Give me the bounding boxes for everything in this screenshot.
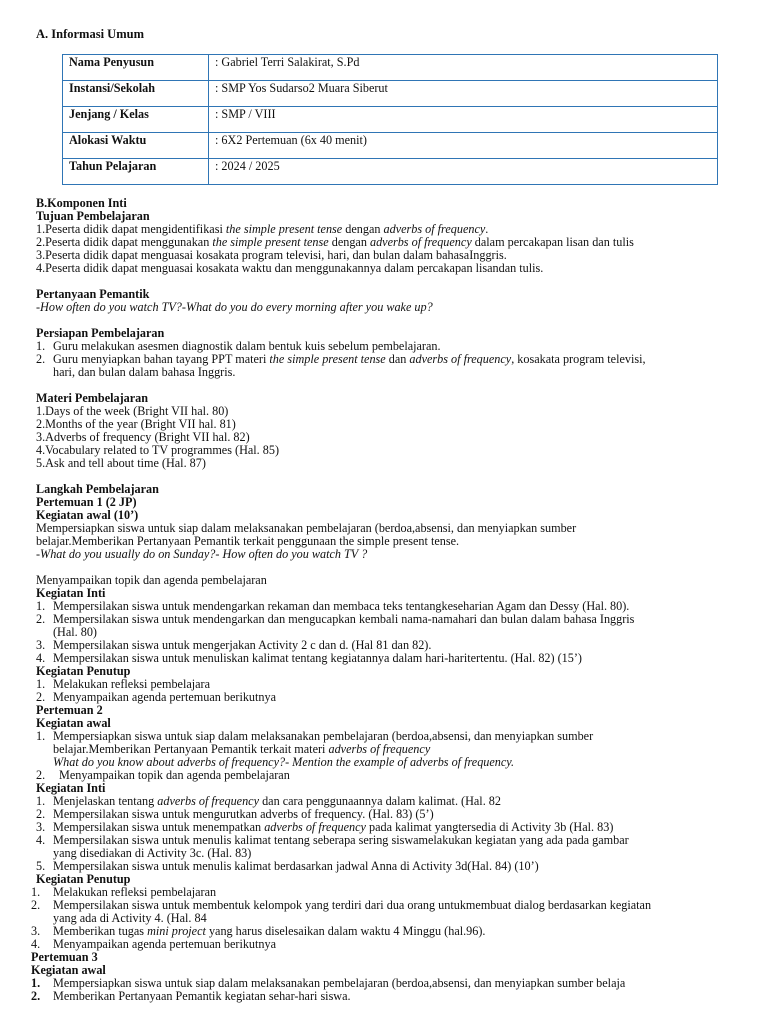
- paragraph-line: belajar.Memberikan Pertanyaan Pemantik terkait penggunaan the simple present tense.: [36, 534, 460, 548]
- info-value: : Gabriel Terri Salakirat, S.Pd: [209, 55, 718, 81]
- langkah-heading: Langkah Pembelajaran: [36, 482, 159, 496]
- list-item-continuation: hari, dan bulan dalam bahasa Inggris.: [53, 365, 236, 379]
- section-a-heading: A. Informasi Umum: [36, 27, 144, 41]
- info-value: : SMP / VIII: [209, 107, 718, 133]
- paragraph-line: Menyampaikan topik dan agenda pembelajaran: [36, 573, 267, 587]
- kegiatan-inti-heading: Kegiatan Inti: [36, 781, 106, 795]
- list-item-continuation: yang disediakan di Activity 3c. (Hal. 83): [53, 846, 252, 860]
- tujuan-item: 3.Peserta didik dapat menguasai kosakata program televisi, hari, dan bulan dalam bahasaInggris.: [36, 248, 507, 262]
- list-item: 3. Mempersilakan siswa untuk mengerjakan Activity 2 c dan d. (Hal 81 dan 82).: [36, 638, 432, 652]
- materi-item: 5.Ask and tell about time (Hal. 87): [36, 456, 206, 470]
- list-item: 1. Guru melakukan asesmen diagnostik dalam bentuk kuis sebelum pembelajaran.: [36, 339, 441, 353]
- list-item-continuation: What do you know about adverbs of frequency?- Mention the example of adverbs of frequency.: [53, 755, 515, 769]
- list-item: 2. Mempersilakan siswa untuk mengurutkan adverbs of frequency. (Hal. 83) (5’): [36, 807, 434, 821]
- materi-heading: Materi Pembelajaran: [36, 391, 149, 405]
- list-item: 1. Mempersilakan siswa untuk mendengarkan rekaman dan membaca teks tentangkeseharian Agam dan Dessy (Hal. 80).: [36, 599, 630, 613]
- table-row: [63, 55, 718, 81]
- section-b-heading: B.Komponen Inti: [36, 196, 127, 210]
- info-value: : 6X2 Pertemuan (6x 40 menit): [209, 133, 718, 159]
- list-item: 2. Menyampaikan topik dan agenda pembelajaran: [36, 768, 290, 782]
- persiapan-heading: Persiapan Pembelajaran: [36, 326, 165, 340]
- list-item: 1. Mempersiapkan siswa untuk siap dalam melaksanakan pembelajaran (berdoa,absensi, dan menyiapkan sumber: [36, 729, 594, 743]
- list-item: 1. Melakukan refleksi pembelajara: [36, 677, 211, 691]
- list-item: 5. Mempersilakan siswa untuk menulis kalimat berdasarkan jadwal Anna di Activity 3d(Hal. 84) (10’): [36, 859, 539, 873]
- info-key: Alokasi Waktu: [63, 133, 209, 159]
- materi-item: 4.Vocabulary related to TV programmes (Hal. 85): [36, 443, 280, 457]
- info-table: [62, 54, 718, 185]
- table-row: [63, 107, 718, 133]
- list-item: 2. Guru menyiapkan bahan tayang PPT materi the simple present tense dan adverbs of frequency, kosakata program televisi,: [36, 352, 646, 366]
- tujuan-item: 1.Peserta didik dapat mengidentifikasi the simple present tense dengan adverbs of frequency.: [36, 222, 489, 236]
- info-value: : SMP Yos Sudarso2 Muara Siberut: [209, 81, 718, 107]
- pertemuan-1-heading: Pertemuan 1 (2 JP): [36, 495, 137, 509]
- list-item: 2. Mempersilakan siswa untuk mendengarkan dan mengucapkan kembali nama-namahari dan bulan dalam bahasa Inggris: [36, 612, 635, 626]
- list-item: 1. Mempersiapkan siswa untuk siap dalam melaksanakan pembelajaran (berdoa,absensi, dan menyiapkan sumber belaja: [31, 976, 626, 990]
- list-item-continuation: belajar.Memberikan Pertanyaan Pemantik terkait materi adverbs of frequency: [53, 742, 431, 756]
- info-key: Nama Penyusun: [63, 55, 209, 81]
- tujuan-heading: Tujuan Pembelajaran: [36, 209, 150, 223]
- list-item: 2. Menyampaikan agenda pertemuan berikutnya: [36, 690, 277, 704]
- list-item: 3. Mempersilakan siswa untuk menempatkan adverbs of frequency pada kalimat yangtersedia di Activity 3b (Hal. 83): [36, 820, 614, 834]
- tujuan-item: 4.Peserta didik dapat menguasai kosakata waktu dan menggunakannya dalam percakapan lisandan tulis.: [36, 261, 544, 275]
- materi-item: 1.Days of the week (Bright VII hal. 80): [36, 404, 229, 418]
- kegiatan-awal-heading: Kegiatan awal (10’): [36, 508, 139, 522]
- kegiatan-awal-heading: Kegiatan awal: [31, 963, 106, 977]
- list-item: 2. Mempersilakan siswa untuk membentuk kelompok yang terdiri dari dua orang untukmembuat dialog berdasarkan kegiatan: [31, 898, 652, 912]
- info-value: : 2024 / 2025: [209, 159, 718, 185]
- komponen-inti: [31, 196, 736, 1003]
- pemantik-text: -How often do you watch TV?-What do you do every morning after you wake up?: [36, 300, 433, 314]
- kegiatan-penutup-heading: Kegiatan Penutup: [36, 664, 131, 678]
- list-item: 1. Menjelaskan tentang adverbs of frequency dan cara penggunaannya dalam kalimat. (Hal. 82: [36, 794, 501, 808]
- table-row: [63, 81, 718, 107]
- list-item: 4. Mempersilakan siswa untuk menulis kalimat tentang seberapa sering siswamelakukan kegiatan yang ada pada gambar: [36, 833, 629, 847]
- list-item-continuation: (Hal. 80): [53, 625, 97, 639]
- pertemuan-3-heading: Pertemuan 3: [31, 950, 98, 964]
- kegiatan-penutup-heading: Kegiatan Penutup: [36, 872, 131, 886]
- tujuan-item: 2.Peserta didik dapat menggunakan the simple present tense dengan adverbs of frequency dalam percakapan lisan dan tulis: [36, 235, 634, 249]
- table-row: [63, 159, 718, 185]
- list-item-continuation: yang ada di Activity 4. (Hal. 84: [53, 911, 207, 925]
- materi-item: 3.Adverbs of frequency (Bright VII hal. 82): [36, 430, 250, 444]
- list-item: 3. Memberikan tugas mini project yang harus diselesaikan dalam waktu 4 Minggu (hal.96).: [31, 924, 486, 938]
- list-item: 2. Memberikan Pertanyaan Pemantik kegiatan sehar-hari siswa.: [31, 989, 351, 1003]
- paragraph-line: Mempersiapkan siswa untuk siap dalam melaksanakan pembelajaran (berdoa,absensi, dan menyiapkan sumber: [36, 521, 577, 535]
- list-item: 4. Mempersilakan siswa untuk menuliskan kalimat tentang kegiatannya dalam hari-haritertentu. (Hal. 82) (15’): [36, 651, 582, 665]
- table-row: [63, 133, 718, 159]
- list-item: 4. Menyampaikan agenda pertemuan berikutnya: [31, 937, 277, 951]
- pertemuan-2-heading: Pertemuan 2: [36, 703, 103, 717]
- list-item: 1. Melakukan refleksi pembelajaran: [31, 885, 217, 899]
- kegiatan-inti-heading: Kegiatan Inti: [36, 586, 106, 600]
- info-key: Instansi/Sekolah: [63, 81, 209, 107]
- materi-item: 2.Months of the year (Bright VII hal. 81): [36, 417, 236, 431]
- paragraph-line: -What do you usually do on Sunday?- How often do you watch TV ?: [36, 547, 368, 561]
- info-key: Jenjang / Kelas: [63, 107, 209, 133]
- pemantik-heading: Pertanyaan Pemantik: [36, 287, 150, 301]
- kegiatan-awal-heading: Kegiatan awal: [36, 716, 111, 730]
- info-key: Tahun Pelajaran: [63, 159, 209, 185]
